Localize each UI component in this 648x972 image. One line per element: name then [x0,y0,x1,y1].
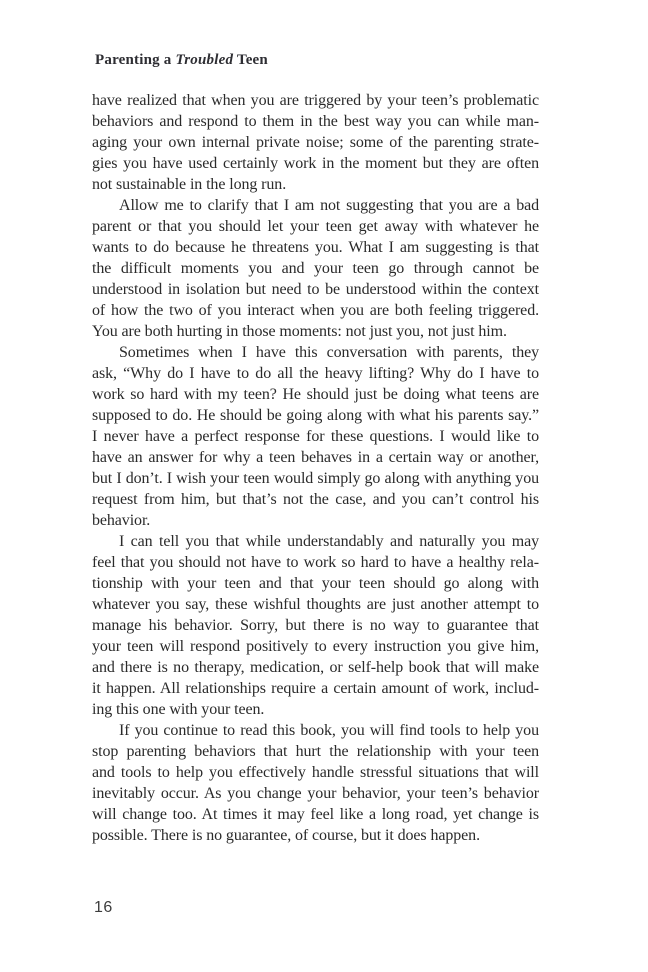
text-line: You are both hurting in those moments: not just you, not just him. [92,323,507,340]
text-line: your teen will respond positively to every instruction you give him, [92,638,539,655]
paragraph-1 [92,90,539,195]
text-line: and there is no therapy, medication, or self-help book that will make [92,659,539,676]
text-line: and tools to help you effectively handle stressful situations that will [92,764,539,781]
text-line: work so hard with my teen? He should just be doing what teens are [92,386,539,403]
text-line: not sustainable in the long run. [92,176,287,193]
paragraph-4 [92,531,539,720]
text-line: aging your own internal private noise; some of the parenting strate- [92,134,539,151]
text-line: have realized that when you are triggered by your teen’s problematic [92,92,539,109]
text-line: but I don’t. I wish your teen would simply go along with anything you [92,470,539,487]
text-line: request from him, but that’s not the case, and you can’t control his [92,491,539,508]
text-line: If you continue to read this book, you will find tools to help you [119,722,539,739]
body-text [92,90,539,846]
paragraph-5 [92,720,539,846]
text-line: I can tell you that while understandably and naturally you may [119,533,539,550]
text-line: ing this one with your teen. [92,701,265,718]
text-line: Allow me to clarify that I am not suggesting that you are a bad [119,197,539,214]
text-line: Sometimes when I have this conversation with parents, they [119,344,539,361]
text-line: I never have a perfect response for these questions. I would like to [92,428,539,445]
text-line: manage his behavior. Sorry, but there is no way to guarantee that [92,617,539,634]
running-head [95,52,268,69]
text-line: behaviors and respond to them in the best way you can while man- [92,113,539,130]
text-line: ask, “Why do I have to do all the heavy lifting? Why do I have to [92,365,539,382]
text-line: behavior. [92,512,151,529]
text-line: tionship with your teen and that your teen should go along with [92,575,539,592]
text-line: will change too. At times it may feel like a long road, yet change is [92,806,539,823]
running-head-suffix: Teen [233,52,268,68]
text-line: understood in isolation but need to be understood within the context [92,281,539,298]
text-line: the difficult moments you and your teen go through cannot be [92,260,539,277]
paragraph-3 [92,342,539,531]
text-line: supposed to do. He should be going along with what his parents say.” [92,407,539,424]
text-line: feel that you should not have to work so hard to have a healthy rela- [92,554,539,571]
text-line: gies you have used certainly work in the moment but they are often [92,155,539,172]
text-line: inevitably occur. As you change your behavior, your teen’s behavior [92,785,539,802]
page-number: 16 [94,899,113,916]
text-line: it happen. All relationships require a certain amount of work, includ- [92,680,539,697]
running-head-prefix: Parenting a [95,52,176,68]
text-line: have an answer for why a teen behaves in a certain way or another, [92,449,539,466]
text-line: possible. There is no guarantee, of course, but it does happen. [92,827,480,844]
text-line: wants to do because he threatens you. What I am suggesting is that [92,239,539,256]
text-line: stop parenting behaviors that hurt the relationship with your teen [92,743,539,760]
text-line: of how the two of you interact when you are both feeling triggered. [92,302,539,319]
text-line: whatever you say, these wishful thoughts are just another attempt to [92,596,539,613]
running-head-book-word-italic: Troubled [175,52,234,68]
text-line: parent or that you should let your teen get away with whatever he [92,218,539,235]
paragraph-2 [92,195,539,342]
